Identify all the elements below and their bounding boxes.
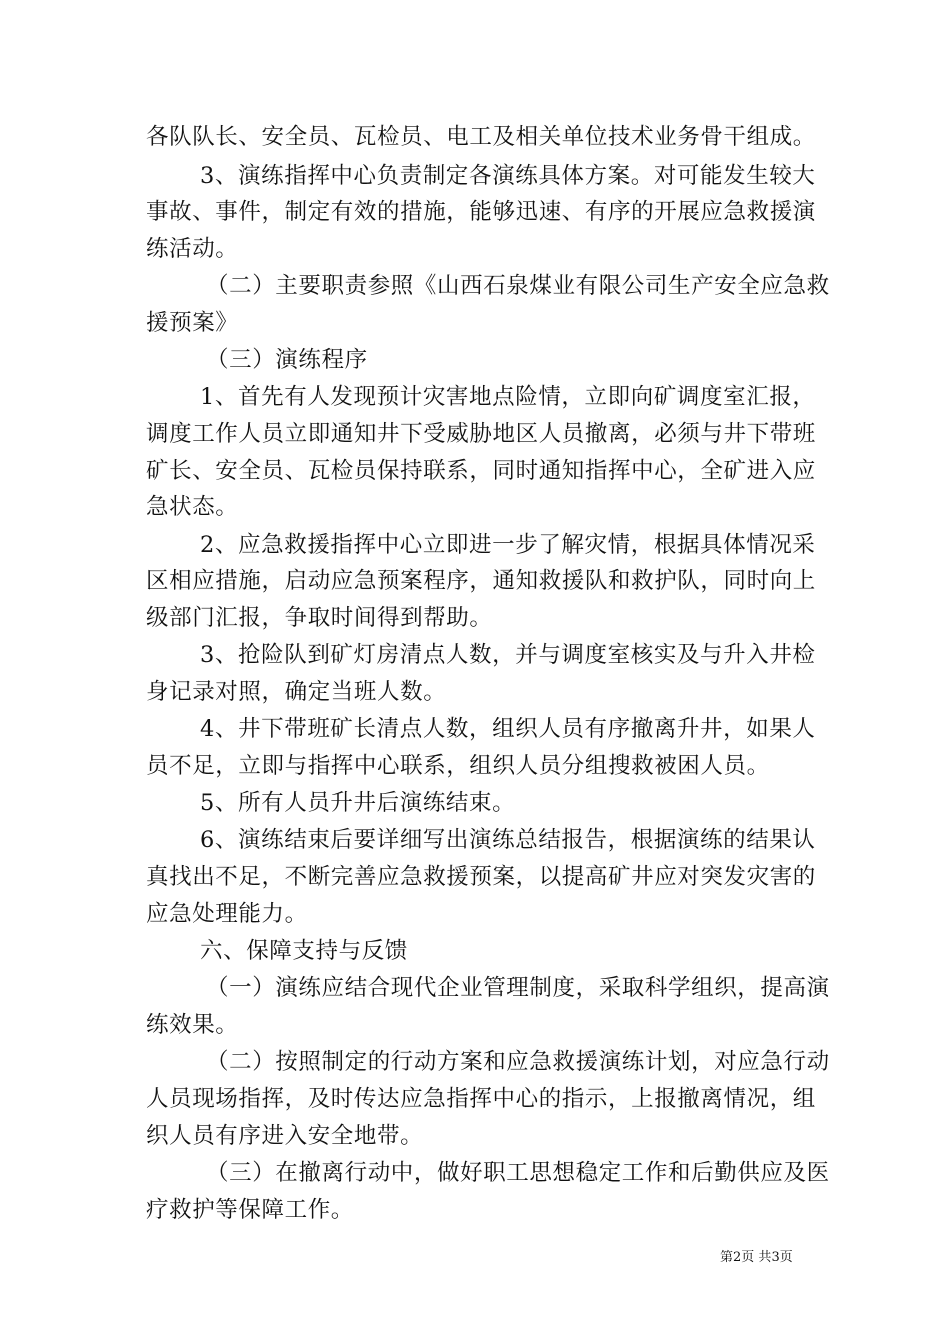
- text-line: 员不足，立即与指挥中心联系，组织人员分组搜救被困人员。: [146, 753, 770, 779]
- text-line: 1、首先有人发现预计灾害地点险情，立即向矿调度室汇报，: [200, 384, 816, 410]
- footer-middle: 页 共: [741, 1250, 772, 1265]
- section-heading: 六、保障支持与反馈: [200, 938, 408, 964]
- text-line: 2、应急救援指挥中心立即进一步了解灾情，根据具体情况采: [200, 532, 816, 558]
- text-line: （二）主要职责参照《山西石泉煤业有限公司生产安全应急救: [206, 273, 830, 299]
- text-line: 3、演练指挥中心负责制定各演练具体方案。对可能发生较大: [200, 163, 816, 189]
- text-line: 身记录对照，确定当班人数。: [146, 679, 447, 705]
- text-line: 调度工作人员立即通知井下受威胁地区人员撤离，必须与井下带班: [146, 421, 816, 447]
- text-line: 真找出不足，不断完善应急救援预案，以提高矿井应对突发灾害的: [146, 864, 816, 890]
- footer-suffix: 页: [779, 1250, 793, 1265]
- text-line: 援预案》: [146, 310, 239, 336]
- text-line: 应急处理能力。: [146, 901, 308, 927]
- text-line: 急状态。: [146, 494, 239, 520]
- text-line: 人员现场指挥，及时传达应急指挥中心的指示，上报撤离情况，组: [146, 1086, 816, 1112]
- text-line: 区相应措施，启动应急预案程序，通知救援队和救护队，同时向上: [146, 568, 816, 594]
- footer-prefix: 第: [720, 1250, 734, 1265]
- text-line: （二）按照制定的行动方案和应急救援演练计划，对应急行动: [206, 1049, 830, 1075]
- text-line: 各队队长、安全员、瓦检员、电工及相关单位技术业务骨干组成。: [146, 124, 816, 150]
- text-line: 级部门汇报，争取时间得到帮助。: [146, 605, 493, 631]
- text-line: （三）在撤离行动中，做好职工思想稳定工作和后勤供应及医: [206, 1160, 830, 1186]
- text-line: 5、所有人员升井后演练结束。: [200, 790, 516, 816]
- text-line: 4、井下带班矿长清点人数，组织人员有序撤离升井，如果人: [200, 716, 816, 742]
- text-line: （一）演练应结合现代企业管理制度，采取科学组织，提高演: [206, 975, 830, 1001]
- text-line: 织人员有序进入安全地带。: [146, 1123, 424, 1149]
- text-line: 疗救护等保障工作。: [146, 1197, 354, 1223]
- page-number-footer: [0, 1250, 950, 1266]
- text-line: 3、抢险队到矿灯房清点人数，并与调度室核实及与升入井检: [200, 642, 816, 668]
- text-line: 练活动。: [146, 236, 239, 262]
- total-pages: 3: [771, 1250, 780, 1265]
- text-line: 矿长、安全员、瓦检员保持联系，同时通知指挥中心，全矿进入应: [146, 458, 816, 484]
- text-line: 6、演练结束后要详细写出演练总结报告，根据演练的结果认: [200, 827, 816, 853]
- text-line: （三）演练程序: [206, 347, 368, 373]
- current-page: 2: [733, 1250, 742, 1265]
- text-line: 事故、事件，制定有效的措施，能够迅速、有序的开展应急救援演: [146, 199, 816, 225]
- text-line: 练效果。: [146, 1012, 239, 1038]
